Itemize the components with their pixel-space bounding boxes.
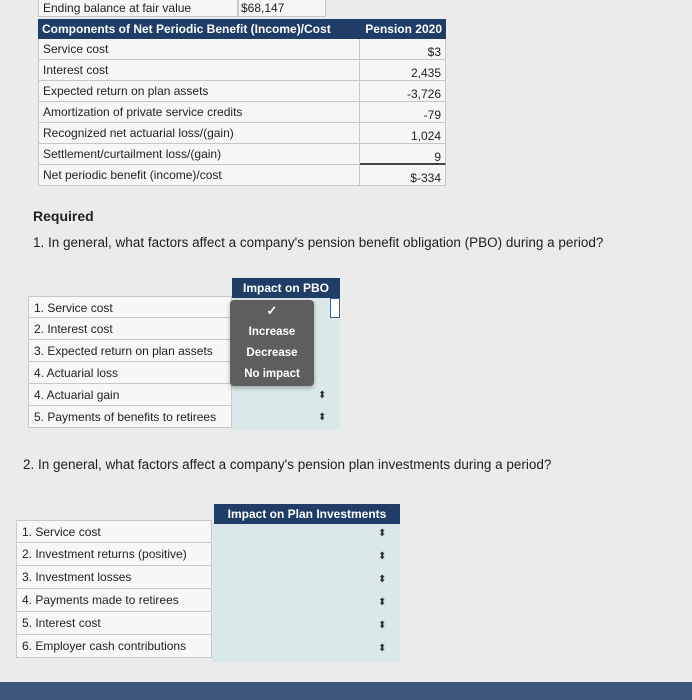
investment-item: 2. Investment returns (positive) [16,543,212,566]
ending-balance-label: Ending balance at fair value [38,0,238,17]
pbo-item: 1. Service cost [28,296,232,318]
row-label: Service cost [38,39,360,60]
select-spinner-icon[interactable]: ⬍ [378,620,387,631]
dropdown-option-no-impact[interactable]: No impact [244,368,300,380]
pbo-item: 3. Expected return on plan assets [28,340,232,362]
select-spinner-icon[interactable]: ⬍ [378,597,387,608]
investment-item: 5. Interest cost [16,612,212,635]
row-label: Amortization of private service credits [38,102,360,123]
investment-item: 1. Service cost [16,520,212,543]
row-value: $3 [360,39,446,60]
question-1: 1. In general, what factors affect a company's pension benefit obligation (PBO) during a period? [33,235,604,250]
impact-on-pbo-header: Impact on PBO [232,278,340,298]
check-icon: ✓ [266,303,278,318]
pbo-item: 4. Actuarial gain [28,384,232,406]
row-value: 1,024 [360,123,446,144]
pension-2020-header: Pension 2020 [360,19,446,39]
dropdown-option-decrease[interactable]: Decrease [246,347,298,359]
row-label: Net periodic benefit (income)/cost [38,165,360,186]
row-label: Expected return on plan assets [38,81,360,102]
impact-dropdown-menu[interactable] [230,300,314,386]
components-header: Components of Net Periodic Benefit (Income)/Cost [38,19,360,39]
pbo-item: 2. Interest cost [28,318,232,340]
row-value: 9 [360,144,446,165]
ending-balance-value: $68,147 [238,0,326,17]
required-heading: Required [33,208,94,224]
dropdown-option-increase[interactable]: Increase [248,326,296,338]
investment-item: 4. Payments made to retirees [16,589,212,612]
pbo-select-field-1[interactable] [330,298,340,318]
question-2: 2. In general, what factors affect a company's pension plan investments during a period? [23,457,552,472]
select-spinner-icon[interactable]: ⬍ [378,574,387,585]
pbo-item: 5. Payments of benefits to retirees [28,406,232,428]
row-value: -79 [360,102,446,123]
investment-item: 6. Employer cash contributions [16,635,212,658]
row-value: -3,726 [360,81,446,102]
row-value: 2,435 [360,60,446,81]
select-spinner-icon[interactable]: ⬍ [318,412,327,423]
select-spinner-icon[interactable]: ⬍ [318,390,327,401]
investment-item: 3. Investment losses [16,566,212,589]
investments-select-column [212,524,400,662]
row-label: Settlement/curtailment loss/(gain) [38,144,360,165]
select-spinner-icon[interactable]: ⬍ [378,551,387,562]
select-spinner-icon[interactable]: ⬍ [378,643,387,654]
pbo-item: 4. Actuarial loss [28,362,232,384]
bottom-bar [0,682,692,700]
select-spinner-icon[interactable]: ⬍ [378,528,387,539]
row-label: Recognized net actuarial loss/(gain) [38,123,360,144]
row-value: $-334 [360,165,446,186]
impact-on-plan-investments-header: Impact on Plan Investments [214,504,400,524]
row-label: Interest cost [38,60,360,81]
